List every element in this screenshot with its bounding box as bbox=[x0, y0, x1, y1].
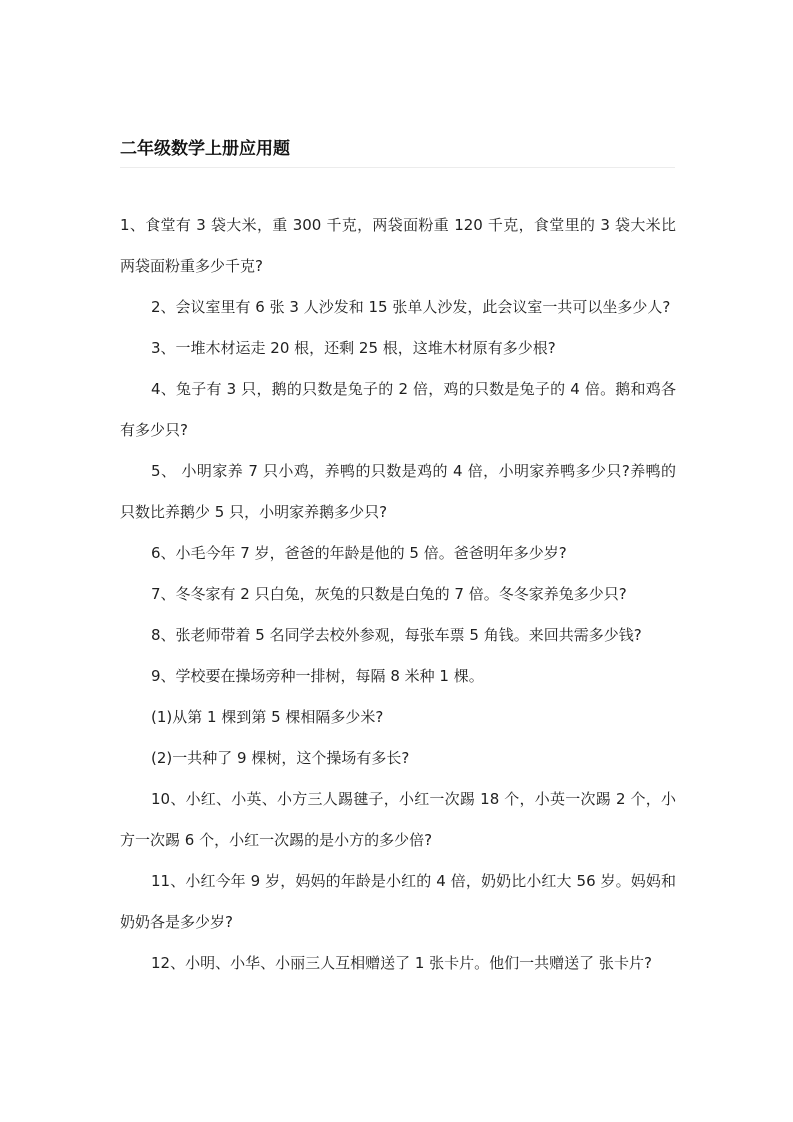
question-9: 9、学校要在操场旁种一排树，每隔 8 米种 1 棵。 bbox=[151, 667, 484, 685]
question-4: 4、兔子有 3 只，鹅的只数是兔子的 2 倍，鸡的只数是兔子的 4 倍。鹅和鸡各有多少只? bbox=[120, 380, 676, 439]
question-9-part-2: (2)一共种了 9 棵树，这个操场有多长? bbox=[151, 749, 410, 767]
question-11: 11、小红今年 9 岁，妈妈的年龄是小红的 4 倍，奶奶比小红大 56 岁。妈妈和奶奶各是多少岁? bbox=[120, 872, 676, 931]
question-1: 1、食堂有 3 袋大米，重 300 千克，两袋面粉重 120 千克，食堂里的 3 袋大米比两袋面粉重多少千克? bbox=[120, 216, 676, 275]
question-5: 5、 小明家养 7 只小鸡，养鸭的只数是鸡的 4 倍，小明家养鸭多少只?养鸭的只数比养鹅少 5 只，小明家养鹅多少只? bbox=[120, 462, 676, 521]
question-10: 10、小红、小英、小方三人踢毽子，小红一次踢 18 个，小英一次踢 2 个，小方一次踢 6 个，小红一次踢的是小方的多少倍? bbox=[120, 790, 676, 849]
page-title: 二年级数学上册应用题 bbox=[120, 139, 290, 159]
title-divider bbox=[120, 167, 675, 168]
question-6: 6、小毛今年 7 岁，爸爸的年龄是他的 5 倍。爸爸明年多少岁? bbox=[151, 544, 567, 562]
document-body bbox=[120, 205, 676, 984]
question-9-part-1: (1)从第 1 棵到第 5 棵相隔多少米? bbox=[151, 708, 384, 726]
question-3: 3、一堆木材运走 20 根，还剩 25 根，这堆木材原有多少根? bbox=[151, 339, 556, 357]
question-12: 12、小明、小华、小丽三人互相赠送了 1 张卡片。他们一共赠送了 张卡片? bbox=[151, 954, 652, 972]
question-8: 8、张老师带着 5 名同学去校外参观，每张车票 5 角钱。来回共需多少钱? bbox=[151, 626, 642, 644]
question-7: 7、冬冬家有 2 只白兔，灰兔的只数是白兔的 7 倍。冬冬家养兔多少只? bbox=[151, 585, 627, 603]
question-2: 2、会议室里有 6 张 3 人沙发和 15 张单人沙发，此会议室一共可以坐多少人? bbox=[151, 298, 671, 316]
